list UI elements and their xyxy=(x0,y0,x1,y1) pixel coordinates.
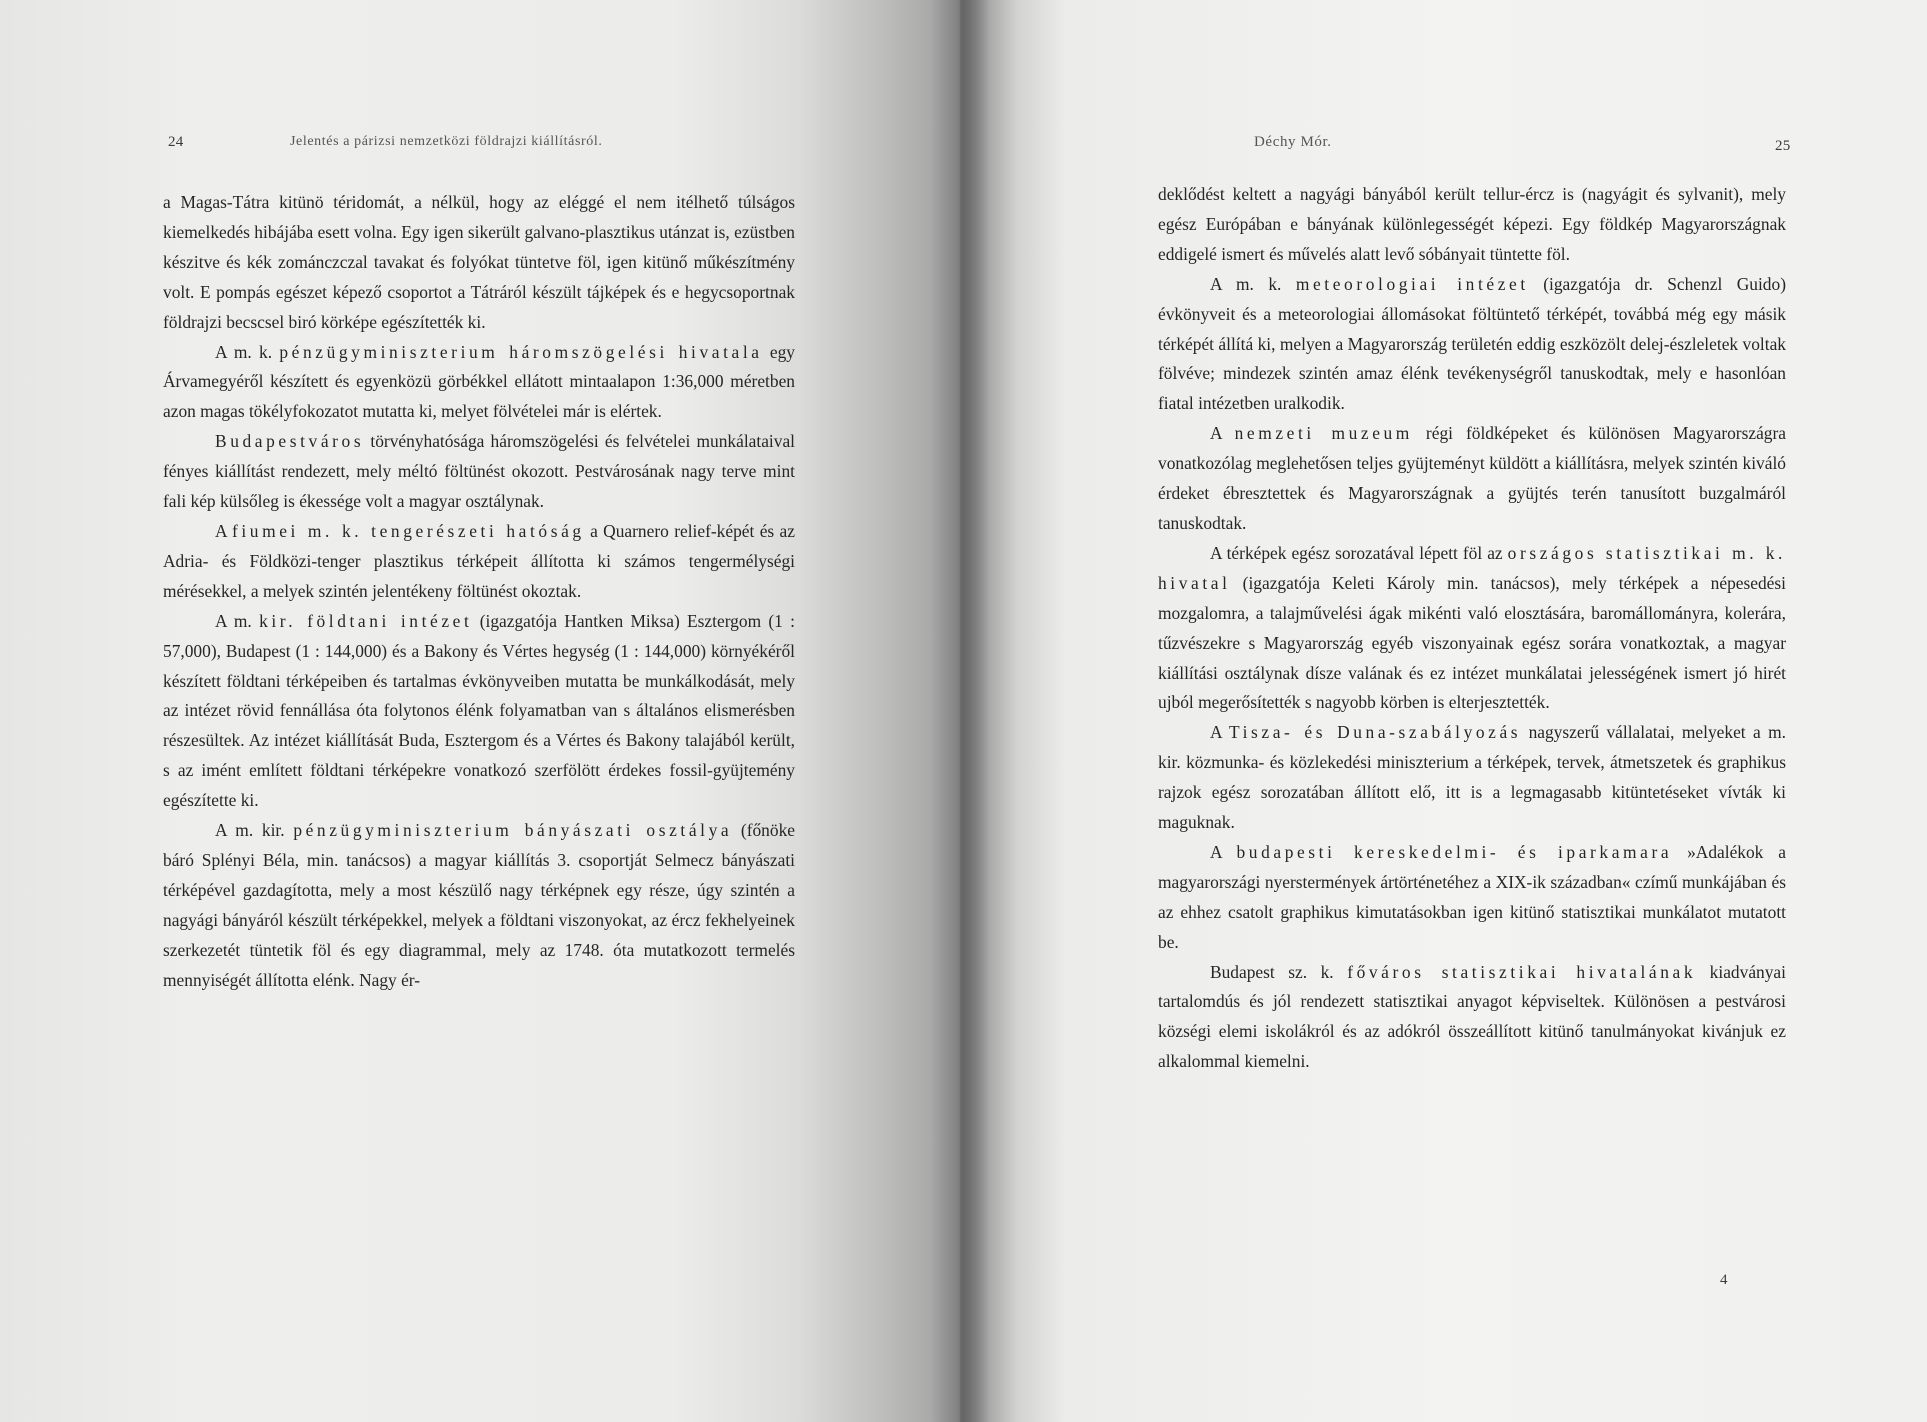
paragraph-text: nagyszerű vállalatai, melyeket a m. kir. közmunka- és közlekedési miniszterium a térképek, tervek, átmetszetek és graphikus rajzok egész sorozatában állított elő, itt is a legmagasabb kitüntetéseket vívták ki maguknak. xyxy=(1158,722,1786,833)
paragraph xyxy=(1158,958,1786,1078)
spaced-emphasis: főváros statisztikai hivatalának xyxy=(1347,961,1697,982)
paragraph-text: kiadványai tartalomdús és jól rendezett statisztikai anyagot képviseltek. Különösen a pestvárosi községi elemi iskolákról és az adókról összeállított kitünő tanulmányokat kivánjuk ez alkalommal kiemelni. xyxy=(1158,961,1786,1072)
paragraph-text: a Magas-Tátra kitünö téridomát, a nélkül, hogy az eléggé el nem itélhető túlságos kiemelkedés hibájába esett volna. Egy igen sikerült galvano-plasztikus utánzat is, ezüstben készitve és kék zománczczal tavakat és folyókat tüntetve föl, igen kitünő műkészítmény volt. E pompás egészet képező csoportot a Tátráról készült tájképek és e hegycsoportnak földrajzi becscsel biró körképe egészítették ki. xyxy=(163,192,795,332)
paragraph-text: A m. k. xyxy=(1210,273,1296,294)
paragraph-text: A m. kir. xyxy=(215,820,294,841)
paragraph-text: (igazgatója Hantken Miksa) Esztergom (1 : 57,000), Budapest (1 : 144,000) és a Bakony és Vértes hegység (1 : 144,000) környékéről készített földtani térképeiben és tartalmas évkönyveiben mutatta be munkálkodását, mely az intézet rövid fennállása óta folytonos élénk folyamatban van s általános elismerésben részesültek. Az intézet kiállítását Buda, Esztergom és a Vértes és Bakony talajából került, s az imént említett földtani térképekre vonatkozó szerfölött érdekes fossil-gyüjtemény egészítette ki. xyxy=(163,610,796,811)
paragraph-text: A xyxy=(1210,722,1229,743)
paragraph xyxy=(1158,539,1786,718)
left-page-body xyxy=(163,188,795,995)
paragraph xyxy=(163,517,795,607)
paragraph xyxy=(163,338,795,428)
paragraph xyxy=(163,427,795,517)
right-page-body xyxy=(1158,180,1786,1077)
paragraph-text: A térképek egész sorozatával lépett föl az xyxy=(1210,542,1508,563)
paragraph-text: törvényhatósága háromszögelési és felvételei munkálataival fényes kiállítást rendezett, mely méltó föltünést okozott. Pestvárosának nagy terve mint fali kép külsőleg is ékessége volt a magyar osztálynak. xyxy=(163,431,795,512)
right-running-head: Déchy Mór. xyxy=(1254,134,1332,150)
paragraph-text: A m. xyxy=(215,610,260,631)
paragraph-text: Budapest sz. k. xyxy=(1210,961,1348,982)
spaced-emphasis: pénzügyminiszterium bányászati osztálya xyxy=(293,820,733,841)
paragraph-text: A xyxy=(1210,423,1235,444)
paragraph xyxy=(163,188,795,338)
paragraph-text: régi földképeket és különösen Magyarországra vonatkozólag meglehetősen teljes gyüjteményt küldött a kiállításra, melyek szintén kiváló érdeket ébresztettek és Magyarországnak a gyüjtés terén tanusított buzgalmáról tanuskodtak. xyxy=(1158,423,1787,533)
paragraph xyxy=(1158,419,1786,539)
left-page-number: 24 xyxy=(168,134,184,150)
signature-mark: 4 xyxy=(1720,1272,1728,1288)
paragraph xyxy=(1158,180,1786,270)
spaced-emphasis: országos statisztikai m. k. hivatal xyxy=(1158,542,1786,593)
paragraph xyxy=(163,816,795,995)
paragraph-text: egy Árvamegyéről készített és egyenközü görbékkel ellátott mintaalapon 1:36,000 méretben azon magas tökélyfokozatot mutatta ki, melyet fölvételei már is elértek. xyxy=(163,341,795,422)
left-page xyxy=(0,0,960,1422)
spaced-emphasis: Tisza- és Duna-szabályozás xyxy=(1228,722,1522,743)
paragraph xyxy=(1158,838,1786,958)
book-gutter xyxy=(930,0,990,1422)
paragraph-text: (igazgatója Keleti Károly min. tanácsos), mely térképek a népesedési mozgalomra, a talajművelési ágak mikénti való elosztására, baromállományra, kolerára, tűzvészekre s Magyarország egyéb viszonyainak egész sorára vonatkoztak, a magyar kiállítási osztálynak dísze valának és ez intézet munkálatai jelességének ismert jó hirét ujból megerősítették s nagyobb körben is elterjesztették. xyxy=(1158,572,1786,713)
spaced-emphasis: meteorologiai intézet xyxy=(1295,273,1529,294)
spaced-emphasis: pénzügyminiszterium háromszögelési hivatala xyxy=(279,341,763,362)
spaced-emphasis: Budapestváros xyxy=(215,431,365,452)
spaced-emphasis: budapesti kereskedelmi- és iparkamara xyxy=(1236,841,1673,862)
paragraph-text: (főnöke báró Splényi Béla, min. tanácsos) a magyar kiállítás 3. csoportját Selmecz bányászati térképével gazdagította, mely a most készülő nagy térképnek egy része, úgy szintén a nagyági bányáról készült térképekkel, melyek a földtani viszonyokat, az ércz fekhelyeinek szerkezetét tüntetik föl és egy diagrammal, mely az 1748. óta mutatkozott termelés mennyiségét állította elénk. Nagy ér- xyxy=(163,820,795,990)
right-page xyxy=(960,0,1927,1422)
paragraph-text: A xyxy=(215,520,232,541)
paragraph-text: deklődést keltett a nagyági bányából került tellur-ércz is (nagyágit és sylvanit), mely egész Európában e bányának különlegességét képezi. Egy földkép Magyarországnak eddigelé ismert és művelés alatt levő sóbányait tüntette föl. xyxy=(1158,184,1786,264)
left-running-head: Jelentés a párizsi nemzetközi földrajzi kiállításról. xyxy=(290,134,603,149)
right-page-number: 25 xyxy=(1775,138,1791,154)
paragraph-text: A xyxy=(1210,841,1237,862)
paragraph xyxy=(163,607,795,816)
spaced-emphasis: fiumei m. k. tengerészeti hatóság xyxy=(231,520,585,541)
paragraph-text: A m. k. xyxy=(215,341,280,362)
paragraph-text: »Adalékok a magyarországi nyerstermények ártörténetéhez a XIX-ik században« czímű munkájában és az ehhez csatolt graphikus kimutatásokban igen kitünő statisztikai munkálatot mutatott be. xyxy=(1158,841,1786,952)
spaced-emphasis: kir. földtani intézet xyxy=(259,610,473,631)
paragraph-text: a Quarnero relief-képét és az Adria- és Földközi-tenger plasztikus térképeit állította ki számos tengermélységi mérésekkel, a melyek szintén jelentékeny föltünést okoztak. xyxy=(163,520,795,601)
paragraph xyxy=(1158,270,1786,420)
paragraph xyxy=(1158,718,1786,838)
paragraph-text: (igazgatója dr. Schenzl Guido) évkönyveit és a meteorologiai állomásokat föltüntető térképét, továbbá még egy másik térképét állítá ki, melyen a Magyarország területén eddig eszközölt delej-észleletek voltak fölvéve; mindezek szintén amaz élénk tevékenységről tanuskodtak, mely e hasonlóan fiatal intézetben uralkodik. xyxy=(1158,273,1786,414)
spaced-emphasis: nemzeti muzeum xyxy=(1234,423,1413,444)
